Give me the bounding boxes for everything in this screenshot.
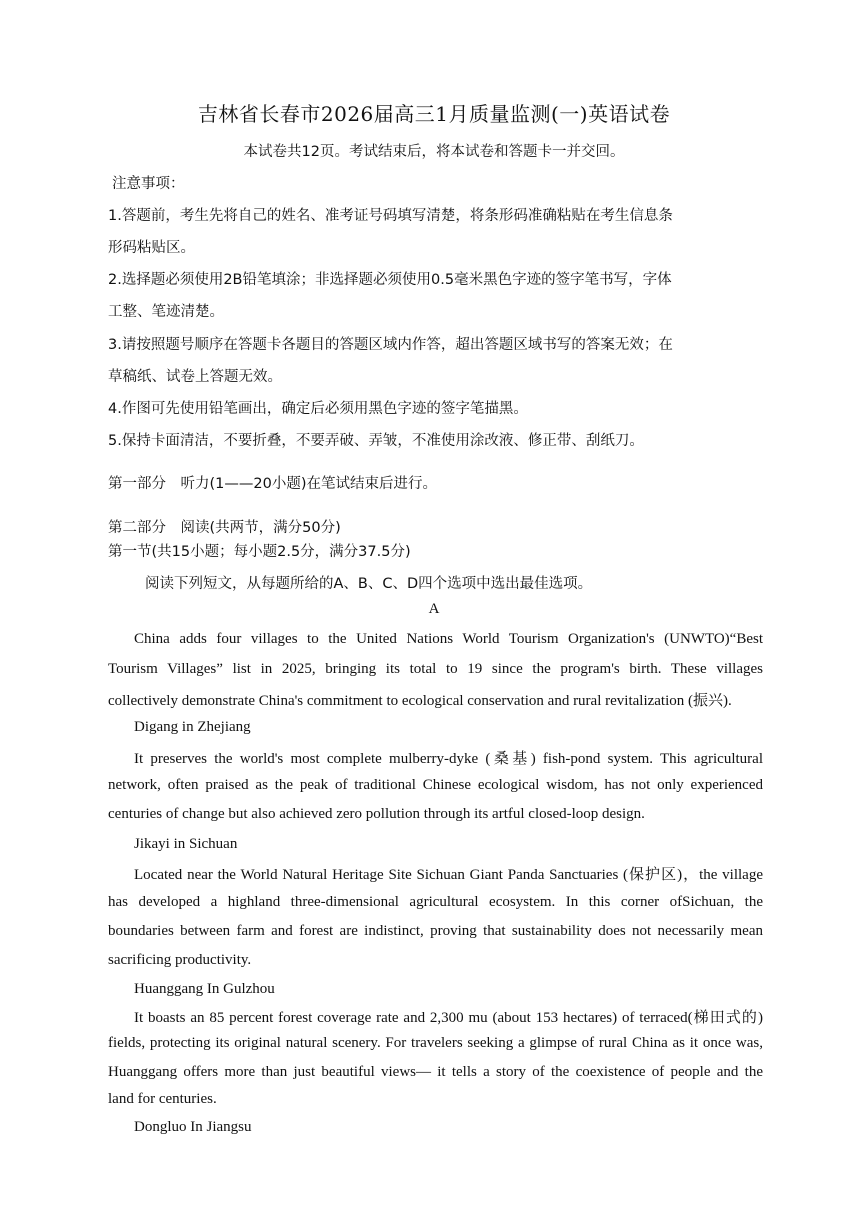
village-heading: Huanggang In Gulzhou bbox=[134, 981, 275, 997]
note-line: 草稿纸、试卷上答题无效。 bbox=[108, 369, 282, 385]
village-heading: Jikayi in Sichuan bbox=[134, 836, 238, 852]
village-heading: Dongluo In Jiangsu bbox=[134, 1119, 252, 1135]
exam-title: 吉林省长春市2026届高三1月质量监测(一)英语试卷 bbox=[197, 102, 671, 126]
passage-line: sacrificing productivity. bbox=[108, 952, 252, 968]
passage-line: has developed a highland three-dimensional agricultural ecosystem. In this corner ofSichuan, the bbox=[108, 894, 763, 910]
passage-line: boundaries between farm and forest are indistinct, proving that sustainability does not necessarily mean bbox=[108, 923, 763, 939]
note-line: 形码粘贴区。 bbox=[108, 240, 195, 256]
note-line: 3.请按照题号顺序在答题卡各题目的答题区域内作答，超出答题区域书写的答案无效；在 bbox=[108, 337, 673, 353]
reading-instruction: 阅读下列短文，从每题所给的A、B、C、D四个选项中选出最佳选项。 bbox=[145, 576, 593, 592]
passage-line: It preserves the world's most complete mulberry-dyke (桑基) fish-pond system. This agricultural bbox=[134, 751, 763, 767]
passage-line: centuries of change but also achieved zero pollution through its artful closed-loop design. bbox=[108, 806, 645, 822]
passage-line: China adds four villages to the United Nations World Tourism Organization's (UNWTO)“Best bbox=[134, 631, 763, 647]
passage-line: network, often praised as the peak of traditional Chinese ecological wisdom, has not only experienced bbox=[108, 777, 763, 793]
part-one-heading: 第一部分 听力(1——20小题)在笔试结束后进行。 bbox=[108, 476, 437, 492]
note-line: 工整、笔迹清楚。 bbox=[108, 304, 224, 320]
part-two-heading: 第二部分 阅读(共两节，满分50分) bbox=[108, 520, 341, 536]
note-line: 4.作图可先使用铅笔画出，确定后必须用黑色字迹的签字笔描黑。 bbox=[108, 401, 528, 417]
notes-heading: 注意事项： bbox=[112, 176, 185, 192]
passage-line: Located near the World Natural Heritage Site Sichuan Giant Panda Sanctuaries (保护区)，the village bbox=[134, 867, 763, 883]
section-one-heading: 第一节(共15小题；每小题2.5分，满分37.5分) bbox=[108, 544, 411, 560]
passage-line: fields, protecting its original natural scenery. For travelers seeking a glimpse of rural China as it once was, bbox=[108, 1035, 763, 1051]
passage-label: A bbox=[428, 601, 440, 617]
exam-subtitle: 本试卷共12页。考试结束后，将本试卷和答题卡一并交回。 bbox=[243, 144, 625, 160]
passage-line: Tourism Villages” list in 2025, bringing its total to 19 since the program's birth. These villages bbox=[108, 661, 763, 677]
note-line: 5.保持卡面清洁，不要折叠，不要弄破、弄皱，不准使用涂改液、修正带、刮纸刀。 bbox=[108, 433, 644, 449]
village-heading: Digang in Zhejiang bbox=[134, 719, 251, 735]
note-line: 2.选择题必须使用2B铅笔填涂；非选择题必须使用0.5毫米黑色字迹的签字笔书写，字体 bbox=[108, 272, 672, 288]
note-line: 1.答题前，考生先将自己的姓名、准考证号码填写清楚，将条形码准确粘贴在考生信息条 bbox=[108, 208, 673, 224]
passage-line: It boasts an 85 percent forest coverage rate and 2,300 mu (about 153 hectares) of terraced(梯田式的) bbox=[134, 1010, 763, 1026]
passage-line: collectively demonstrate China's commitment to ecological conservation and rural revitalization (振兴). bbox=[108, 693, 732, 709]
passage-line: land for centuries. bbox=[108, 1091, 217, 1107]
passage-line: Huanggang offers more than just beautiful views— it tells a story of the coexistence of people and the bbox=[108, 1064, 763, 1080]
